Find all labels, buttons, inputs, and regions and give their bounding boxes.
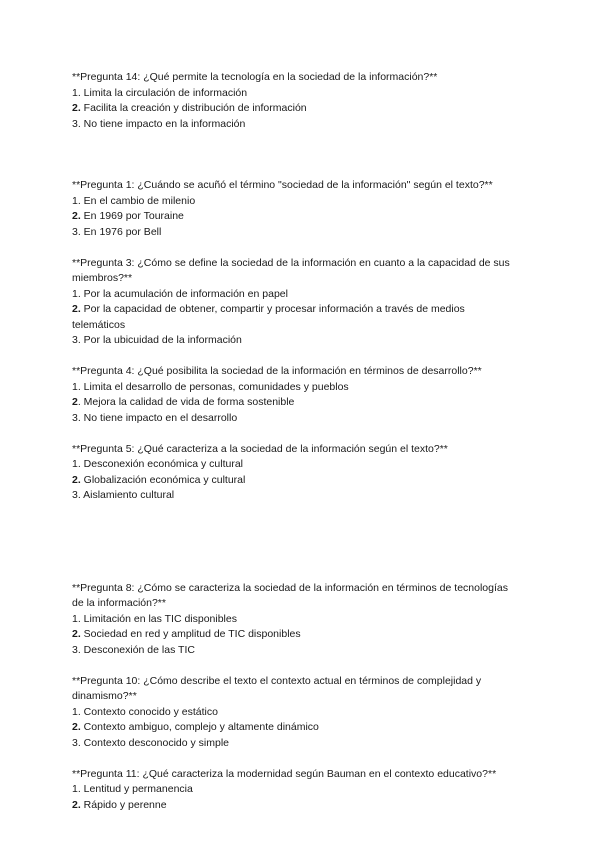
question-5 — [72, 442, 520, 504]
option-3: 3. No tiene impacto en la información — [72, 117, 246, 130]
spacer — [72, 240, 520, 256]
question-8 — [72, 581, 520, 659]
option-3: 3. Aislamiento cultural — [72, 489, 175, 501]
option-1: 1. Limita la circulación de información — [72, 86, 248, 99]
question-10 — [72, 674, 520, 752]
option-2: 2. Facilita la creación y distribución de información — [72, 102, 307, 114]
question-1 — [72, 178, 520, 240]
option-2: 2. Contexto ambiguo, complejo y altamente dinámico — [72, 721, 319, 733]
spacer — [72, 426, 520, 442]
option-2: 2. Mejora la calidad de vida de forma sostenible — [72, 396, 295, 408]
option-3: 3. Desconexión de las TIC — [72, 643, 195, 656]
question-4 — [72, 364, 520, 426]
question-title: **Pregunta 14: ¿Qué permite la tecnología en la sociedad de la información?** — [72, 71, 438, 83]
option-1: 1. Lentitud y permanencia — [72, 783, 193, 795]
spacer — [72, 504, 520, 581]
option-1: 1. Contexto conocido y estático — [72, 705, 218, 718]
option-3: 3. Contexto desconocido y simple — [72, 736, 230, 749]
question-11 — [72, 767, 520, 814]
question-title: **Pregunta 5: ¿Qué caracteriza a la sociedad de la información según el texto?** — [72, 442, 448, 455]
spacer — [72, 751, 520, 767]
option-2: 2. En 1969 por Touraine — [72, 210, 184, 222]
question-title: **Pregunta 8: ¿Cómo se caracteriza la sociedad de la información en términos de tecnologías de la información?** — [72, 581, 508, 609]
question-3 — [72, 256, 520, 349]
question-title: **Pregunta 11: ¿Qué caracteriza la modernidad según Bauman en el contexto educativo?** — [72, 767, 497, 780]
option-2: 2. Sociedad en red y amplitud de TIC disponibles — [72, 628, 301, 640]
option-1: 1. Limitación en las TIC disponibles — [72, 612, 237, 625]
option-1: 1. Desconexión económica y cultural — [72, 458, 244, 470]
option-3: 3. Por la ubicuidad de la información — [72, 334, 242, 346]
question-title: **Pregunta 4: ¿Qué posibilita la sociedad de la información en términos de desarrollo?** — [72, 365, 482, 377]
spacer — [72, 132, 520, 178]
option-1: 1. Por la acumulación de información en papel — [72, 287, 288, 300]
option-3: 3. No tiene impacto en el desarrollo — [72, 411, 238, 424]
spacer — [72, 658, 520, 674]
option-2: 2. Por la capacidad de obtener, compartir y procesar información a través de medios telemáticos — [72, 303, 465, 331]
option-3: 3. En 1976 por Bell — [72, 225, 162, 238]
question-title: **Pregunta 10: ¿Cómo describe el texto el contexto actual en términos de complejidad y dinamismo?** — [72, 674, 482, 702]
question-title: **Pregunta 1: ¿Cuándo se acuñó el término "sociedad de la información" según el texto?** — [72, 179, 493, 191]
option-1: 1. Limita el desarrollo de personas, comunidades y pueblos — [72, 380, 349, 393]
option-2: 2. Globalización económica y cultural — [72, 473, 246, 486]
option-2: 2. Rápido y perenne — [72, 798, 167, 811]
question-title: **Pregunta 3: ¿Cómo se define la sociedad de la información en cuanto a la capacidad de sus miembros?** — [72, 256, 510, 284]
spacer — [72, 349, 520, 365]
option-1: 1. En el cambio de milenio — [72, 194, 196, 207]
question-14 — [72, 70, 520, 132]
